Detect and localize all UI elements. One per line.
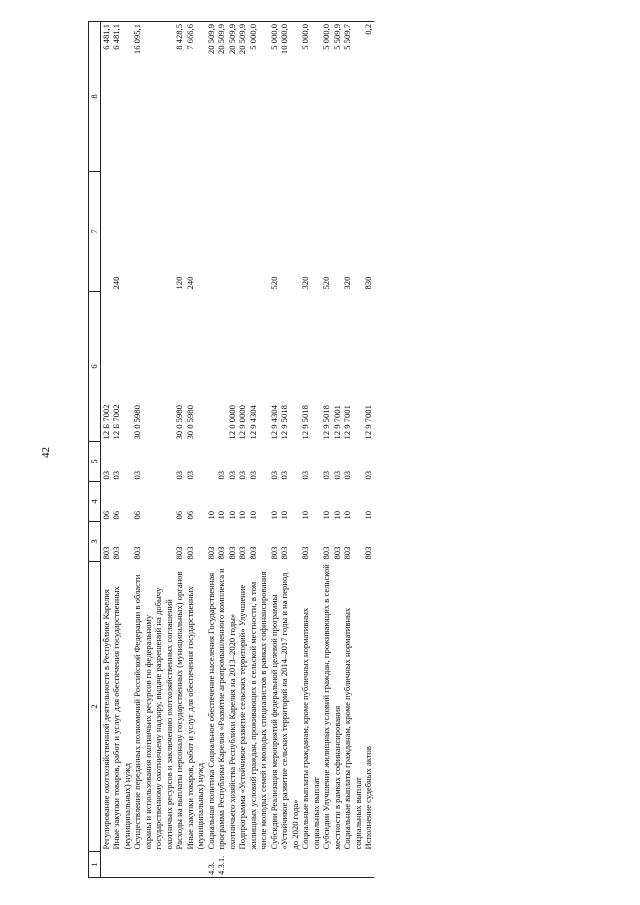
expense-type-cell: 520 <box>268 276 279 290</box>
table-row <box>111 22 132 878</box>
expense-type-cell: 240 <box>111 276 121 290</box>
table-row <box>321 22 342 878</box>
amount-cell: 20 509,9 5 000,0 <box>237 22 269 172</box>
ministry-code-cell: 803 <box>132 546 142 560</box>
amount-cell: 5 509,7 <box>342 22 363 172</box>
column-header: 2 <box>89 562 101 852</box>
amount-cell: 8 428,5 <box>174 22 185 172</box>
amount-cell: 0,2 <box>363 22 374 172</box>
subsection-code-cell: 03 03 <box>237 470 258 480</box>
expense-type-cell <box>100 172 111 292</box>
subsection-code-cell: 03 <box>363 470 373 480</box>
table-row <box>132 22 174 878</box>
target-item-cell: 12 0 0000 <box>226 405 237 440</box>
amount-cell: 6 481,1 <box>100 22 111 172</box>
row-number-cell <box>132 852 174 878</box>
subsection-code-cell: 03 <box>174 470 184 480</box>
ministry-code-cell: 803 803 803 <box>205 546 237 560</box>
column-header: 1 <box>89 852 101 878</box>
section-code-cell: 10 10 10 <box>205 510 237 520</box>
target-item-cell: 12 Б 7002 <box>111 404 121 440</box>
row-number-cell <box>300 852 321 878</box>
ministry-code-cell: 803 <box>184 546 195 560</box>
table-row <box>300 22 321 878</box>
row-number-cell <box>342 852 363 878</box>
target-item-cell: 12 9 5018 <box>300 405 310 440</box>
section-code-cell: 10 10 <box>237 510 258 520</box>
column-header: 7 <box>89 172 101 292</box>
row-number-cell <box>174 852 185 878</box>
subsection-code-cell: 03 <box>100 470 111 480</box>
ministry-code-cell: 803 803 <box>321 546 342 560</box>
ministry-code-cell: 803 <box>300 546 310 560</box>
subsection-code-cell: 03 03 <box>268 470 289 480</box>
description-cell: Осуществление переданных полномочий Российской Федерации в области охраны и использования охотничьих ресурсов по федеральному государственному охотничьему надзору, выдаче разрешений на добычу охотничьих ресурсов и заключению охотхозяйственных соглашений <box>132 574 174 850</box>
section-code-cell: 06 <box>174 510 184 520</box>
table-header-row <box>89 22 101 878</box>
description-cell: Социальные выплаты гражданам, кроме публичных нормативных социальных выплат <box>342 607 363 850</box>
ministry-code-cell: 803 <box>342 546 352 560</box>
target-item-cell: 12 9 5018 12 9 7001 <box>321 405 342 440</box>
subsection-code-cell: 03 <box>132 470 142 480</box>
description-cell: Иные закупки товаров, работ и услуг для обеспечения государственных (муниципальных) нужд <box>184 586 205 850</box>
column-header: 8 <box>89 22 101 172</box>
amount-cell: 5 000,0 5 509,9 <box>321 22 342 172</box>
ministry-code-cell: 803 803 <box>268 546 289 560</box>
expense-type-cell <box>206 172 238 292</box>
description-cell: Регулирование охотхозяйственной деятельности в Республике Карелия <box>100 589 111 850</box>
table-row <box>100 22 111 878</box>
section-code-cell: 06 <box>100 510 111 520</box>
section-code-cell: 10 <box>363 510 373 520</box>
row-number-cell <box>363 852 374 878</box>
target-item-cell: 12 9 0000 12 9 4304 <box>237 405 258 440</box>
row-number-cell: 4.3. 4.3.1. <box>206 852 238 878</box>
subsection-code-cell: 03 <box>111 470 121 480</box>
description-cell: Иные закупки товаров, работ и услуг для обеспечения государственных (муниципальных) нужд <box>111 586 132 850</box>
section-code-cell: 06 <box>111 510 121 520</box>
amount-cell: 16 095,1 <box>132 22 174 172</box>
table-row <box>363 22 374 878</box>
table-row <box>237 22 269 878</box>
page-number: 42 <box>40 447 52 458</box>
table-body <box>100 22 374 878</box>
expense-type-cell: 240 <box>184 276 195 290</box>
target-item-cell: 12 9 7001 <box>342 405 352 440</box>
ministry-code-cell: 803 <box>111 546 121 560</box>
subsection-code-cell: 03 <box>342 470 352 480</box>
column-header: 3 <box>89 522 101 562</box>
expense-type-cell: 320 <box>342 276 352 290</box>
table-row <box>185 22 206 878</box>
column-header: 5 <box>89 442 101 482</box>
subsection-code-cell: 03 <box>300 470 310 480</box>
subsection-code-cell: 03 03 <box>321 470 342 480</box>
target-item-cell: 30 0 5980 <box>184 405 195 440</box>
expense-type-cell: 120 <box>174 276 184 290</box>
row-number-cell <box>321 852 342 878</box>
row-number-cell <box>237 852 269 878</box>
description-cell: Субсидии Улучшение жилищных условий граждан, проживающих в сельской местности в рамках софинансирования <box>321 564 342 850</box>
amount-cell: 5 000,0 10 000,0 <box>269 22 301 172</box>
target-item-cell: 12 9 4304 12 9 5018 <box>268 405 289 440</box>
amount-cell: 6 481,1 <box>111 22 132 172</box>
description-cell: Подпрограмма «Устойчивое развитие сельских территорий» Улучшение жилищных условий граждан, проживающих в сельской местности, в том числе молодых семей и молодых специалистов в рамках софинансирования <box>237 571 268 850</box>
expense-type-cell: 320 <box>300 276 310 290</box>
section-code-cell: 10 <box>300 510 310 520</box>
rotated-page-content <box>88 22 548 878</box>
subsection-code-cell: 03 03 <box>216 470 237 480</box>
row-number-cell <box>185 852 206 878</box>
description-cell: Исполнение судебных актов <box>363 746 373 850</box>
ministry-code-cell: 803 <box>363 546 373 560</box>
ministry-code-cell: 803 <box>174 546 184 560</box>
description-cell: Расходы на выплаты персоналу государственных (муниципальных) органов <box>174 571 184 850</box>
target-item-cell: 12 Б 7002 <box>100 404 111 440</box>
table-row <box>342 22 363 878</box>
expense-type-cell: 830 <box>363 276 373 290</box>
section-code-cell: 10 10 <box>321 510 342 520</box>
ministry-code-cell: 803 803 <box>237 546 258 560</box>
description-cell: Социальные выплаты гражданам, кроме публичных нормативных социальных выплат <box>300 607 321 850</box>
row-number-cell <box>269 852 301 878</box>
row-number-cell <box>100 852 111 878</box>
expense-type-cell: 520 <box>321 276 331 290</box>
column-header: 4 <box>89 482 101 522</box>
expense-type-cell <box>237 172 269 292</box>
section-code-cell: 10 10 <box>268 510 289 520</box>
ministry-code-cell: 803 <box>100 546 111 560</box>
subsection-code-cell: 03 <box>184 470 195 480</box>
table-row <box>206 22 238 878</box>
budget-table <box>88 21 374 878</box>
target-item-cell: 30 0 5980 <box>174 405 184 440</box>
amount-cell: 5 000,0 <box>300 22 321 172</box>
section-code-cell: 06 <box>184 510 195 520</box>
description-cell: Субсидии Реализация мероприятий федеральной целевой программы «Устойчивое развитие сельских территорий на 2014–2017 годы и на период до 2020 года» <box>268 572 300 850</box>
target-item-cell: 30 0 5980 <box>132 405 142 440</box>
target-item-cell: 12 9 7001 <box>363 405 373 440</box>
column-header: 6 <box>89 292 101 442</box>
table-row <box>269 22 301 878</box>
section-code-cell: 06 <box>132 510 142 520</box>
expense-type-cell <box>132 172 174 292</box>
row-number-cell <box>111 852 132 878</box>
description-cell: Социальная политика Социальное обеспечение населения Государственная программа Республики Карелия «Развитие агропромышленного комплекса и охотничьего хозяйства Республики Карелия на 2013–2020 годы» <box>205 568 237 850</box>
amount-cell: 20 509,9 20 509,9 20 509,9 <box>206 22 238 172</box>
amount-cell: 7 666,6 <box>185 22 206 172</box>
table-row <box>174 22 185 878</box>
section-code-cell: 10 <box>342 510 352 520</box>
